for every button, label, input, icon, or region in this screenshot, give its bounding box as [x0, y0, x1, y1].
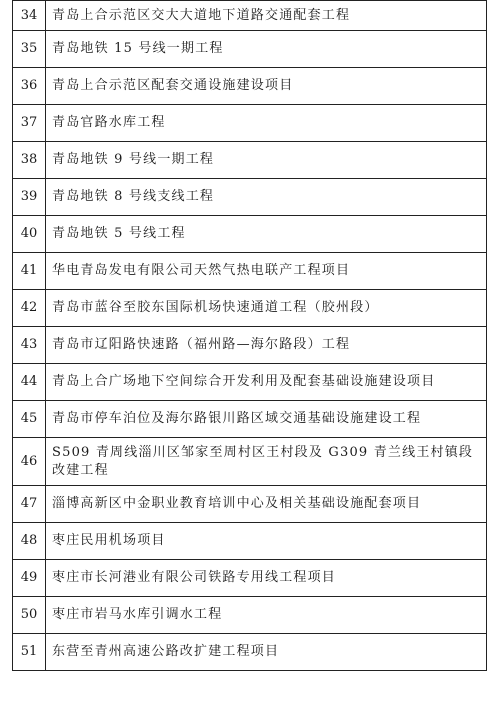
project-name: 青岛市辽阳路快速路（福州路—海尔路段）工程: [46, 327, 487, 364]
table-row: [13, 523, 487, 560]
row-number: 44: [13, 364, 46, 401]
table-row: [13, 560, 487, 597]
row-number: 45: [13, 401, 46, 438]
project-name: 枣庄市岩马水库引调水工程: [46, 597, 487, 634]
project-name: 枣庄民用机场项目: [46, 523, 487, 560]
row-number: 48: [13, 523, 46, 560]
table-row: [13, 142, 487, 179]
table-row: [13, 327, 487, 364]
row-number: 34: [13, 1, 46, 31]
project-name: 东营至青州高速公路改扩建工程项目: [46, 634, 487, 671]
project-name: 淄博高新区中金职业教育培训中心及相关基础设施配套项目: [46, 486, 487, 523]
table-row: [13, 105, 487, 142]
project-name: 青岛市蓝谷至胶东国际机场快速通道工程（胶州段）: [46, 290, 487, 327]
row-number: 46: [13, 438, 46, 486]
table-row: [13, 179, 487, 216]
project-name: 青岛上合示范区配套交通设施建设项目: [46, 68, 487, 105]
project-name: 华电青岛发电有限公司天然气热电联产工程项目: [46, 253, 487, 290]
project-name: 青岛市停车泊位及海尔路银川路区域交通基础设施建设工程: [46, 401, 487, 438]
row-number: 51: [13, 634, 46, 671]
table-row: [13, 31, 487, 68]
table-row: [13, 597, 487, 634]
project-name: 青岛地铁 15 号线一期工程: [46, 31, 487, 68]
project-name: 枣庄市长河港业有限公司铁路专用线工程项目: [46, 560, 487, 597]
project-name: 青岛地铁 9 号线一期工程: [46, 142, 487, 179]
row-number: 41: [13, 253, 46, 290]
project-name: 青岛官路水库工程: [46, 105, 487, 142]
row-number: 43: [13, 327, 46, 364]
table-row: [13, 401, 487, 438]
row-number: 39: [13, 179, 46, 216]
project-name: S509 青周线淄川区邹家至周村区王村段及 G309 青兰线王村镇段改建工程: [46, 438, 487, 486]
row-number: 37: [13, 105, 46, 142]
row-number: 40: [13, 216, 46, 253]
row-number: 42: [13, 290, 46, 327]
row-number: 35: [13, 31, 46, 68]
row-number: 36: [13, 68, 46, 105]
project-name: 青岛上合示范区交大大道地下道路交通配套工程: [46, 1, 487, 31]
project-name: 青岛地铁 8 号线支线工程: [46, 179, 487, 216]
table-row: [13, 216, 487, 253]
row-number: 47: [13, 486, 46, 523]
table-row: [13, 1, 487, 31]
table-row: [13, 486, 487, 523]
project-name: 青岛地铁 5 号线工程: [46, 216, 487, 253]
project-table: [12, 0, 487, 671]
table-row: [13, 364, 487, 401]
row-number: 38: [13, 142, 46, 179]
table-row: [13, 253, 487, 290]
row-number: 49: [13, 560, 46, 597]
project-name: 青岛上合广场地下空间综合开发利用及配套基础设施建设项目: [46, 364, 487, 401]
table-row: [13, 290, 487, 327]
table-row: [13, 634, 487, 671]
table-row: [13, 438, 487, 486]
row-number: 50: [13, 597, 46, 634]
table-row: [13, 68, 487, 105]
